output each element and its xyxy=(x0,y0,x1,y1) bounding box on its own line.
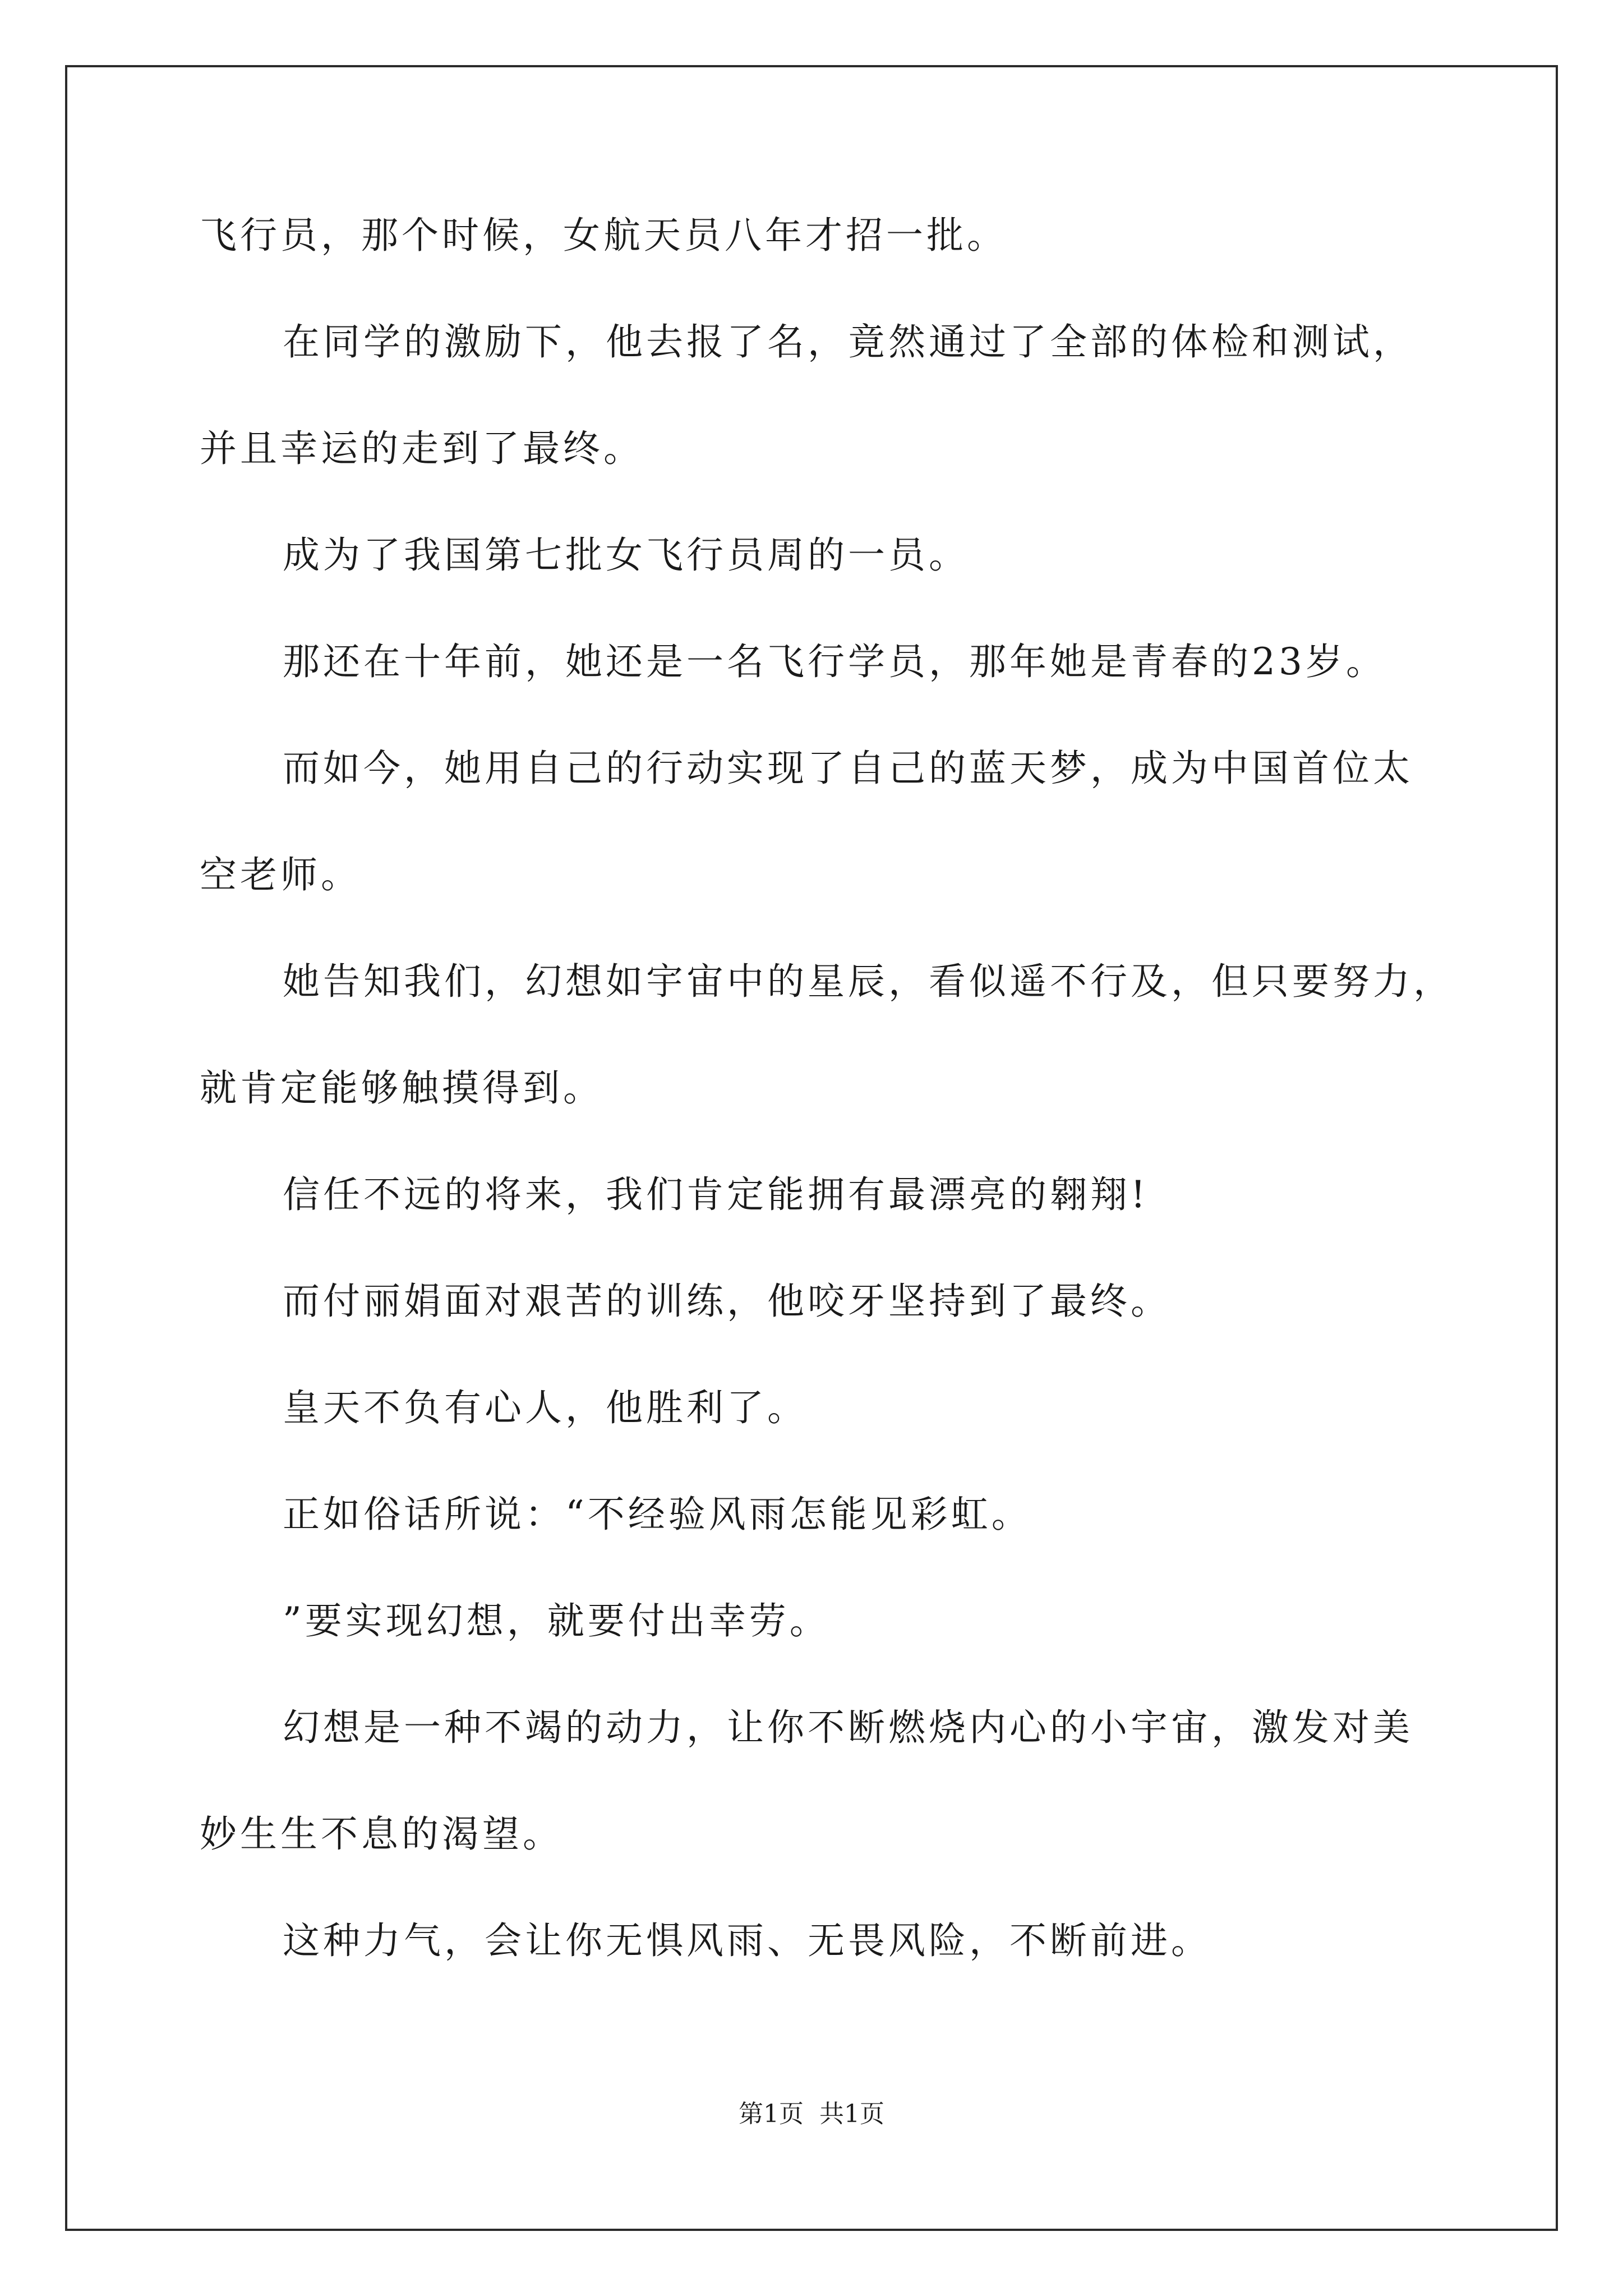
text-line-6: 而如今，她用自己的行动实现了自己的蓝天梦，成为中国首位太 xyxy=(283,747,1413,790)
text-line-4: 成为了我国第七批女飞行员周的一员。 xyxy=(283,533,969,577)
text-line-5: 那还在十年前，她还是一名飞行学员，那年她是青春的23岁。 xyxy=(283,640,1386,683)
text-line-13: 正如俗话所说：“不经验风雨怎能见彩虹。 xyxy=(283,1493,1032,1536)
text-line-1: 飞行员，那个时候，女航天员八年才招一批。 xyxy=(200,214,1007,257)
page-number: 第1页 xyxy=(739,2100,804,2128)
text-line-12: 皇天不负有心人，他胜利了。 xyxy=(283,1386,808,1429)
text-line-17: 这种力气，会让你无惧风雨、无畏风险，不断前进。 xyxy=(283,1919,1211,1962)
text-line-2: 在同学的激励下，他去报了名，竟然通过了全部的体检和测试， xyxy=(283,320,1413,364)
text-line-15: 幻想是一种不竭的动力，让你不断燃烧内心的小宇宙，激发对美 xyxy=(283,1706,1413,1749)
text-line-16: 妙生生不息的渴望。 xyxy=(200,1812,563,1856)
text-line-10: 信任不远的将来，我们肯定能拥有最漂亮的翱翔! xyxy=(283,1173,1149,1216)
text-line-7: 空老师。 xyxy=(200,853,361,896)
text-line-3: 并且幸运的走到了最终。 xyxy=(200,427,644,470)
text-line-11: 而付丽娟面对艰苦的训练，他咬牙坚持到了最终。 xyxy=(283,1280,1171,1323)
page-border xyxy=(65,65,1558,2231)
text-line-9: 就肯定能够触摸得到。 xyxy=(200,1066,603,1110)
page-total: 共1页 xyxy=(819,2100,884,2128)
page-footer xyxy=(0,2099,1623,2130)
text-line-14: ”要实现幻想，就要付出幸劳。 xyxy=(283,1599,830,1642)
text-line-8: 她告知我们，幻想如宇宙中的星辰，看似遥不行及，但只要努力， xyxy=(283,960,1454,1003)
